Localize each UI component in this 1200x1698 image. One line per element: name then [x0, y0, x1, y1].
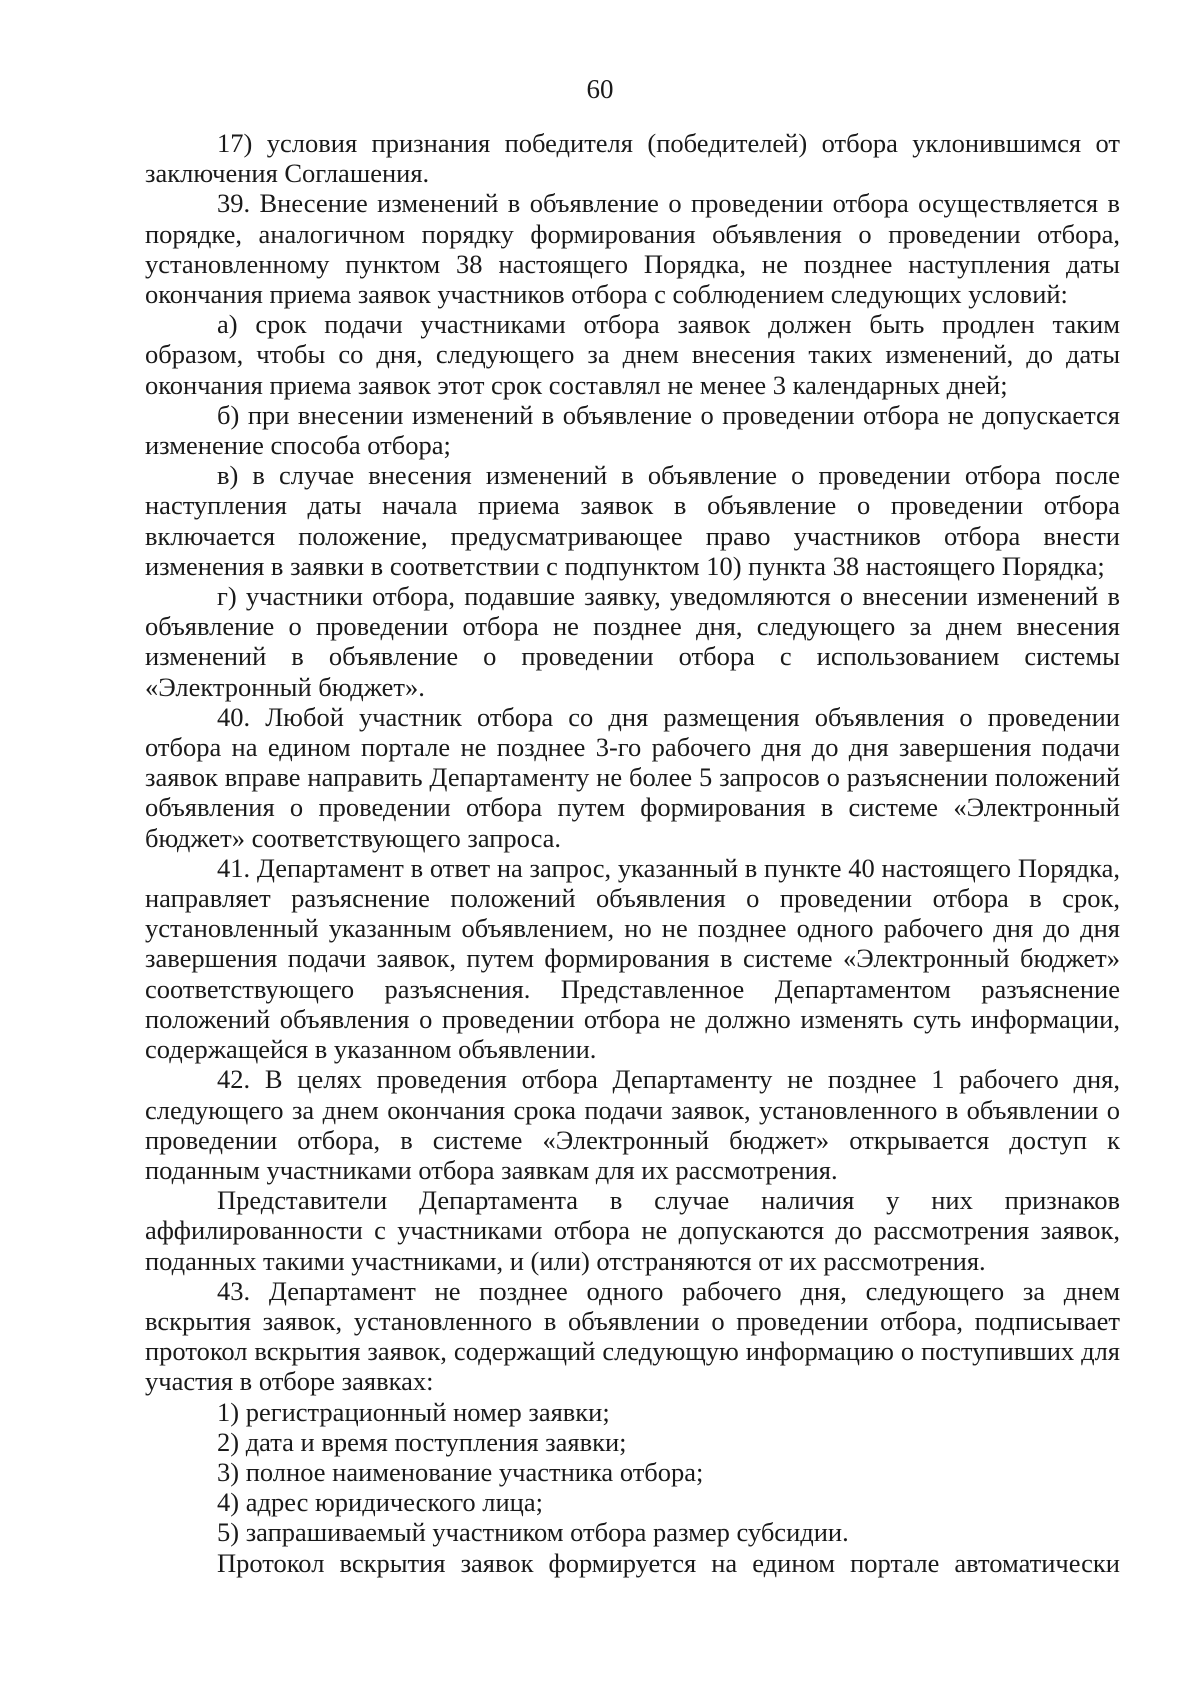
paragraph-39-b: б) при внесении изменений в объявление о проведении отбора не допускается изменение способа отбора; — [145, 399, 1120, 461]
page-number: 60 — [586, 74, 614, 104]
paragraph-41: 41. Департамент в ответ на запрос, указанный в пункте 40 настоящего Порядка, направляет разъяснение положений объявления о проведении отбора в срок, установленный указанным объявлением, но не позднее одного рабочего дня до дня завершения подачи заявок, путем формирования в системе «Электронный бюджет» соответствующего разъяснения. Представленное Департаментом разъяснение положений объявления о проведении отбора не должно изменять суть информации, содержащейся в указанном объявлении. — [145, 852, 1120, 1065]
list-item-1: 1) регистрационный номер заявки; — [217, 1396, 610, 1427]
paragraph-43: 43. Департамент не позднее одного рабочего дня, следующего за днем вскрытия заявок, установленного в объявлении о проведении отбора, подписывает протокол вскрытия заявок, содержащий следующую информацию о поступивших для участия в отборе заявках: — [145, 1275, 1120, 1397]
paragraph-item-17: 17) условия признания победителя (победителей) отбора уклонившимся от заключения Соглашения. — [145, 128, 1120, 189]
document-body — [145, 128, 1120, 1578]
paragraph-39-v: в) в случае внесения изменений в объявление о проведении отбора после наступления даты начала приема заявок в объявление о проведении отбора включается положение, предусматривающее право участников отбора внести изменения в заявки в соответствии с подпунктом 10) пункта 38 настоящего Порядка; — [145, 460, 1120, 581]
paragraph-39-a: а) срок подачи участниками отбора заявок должен быть продлен таким образом, чтобы со дня, следующего за днем внесения таких изменений, до даты окончания приема заявок этот срок составлял не менее 3 календарных дней; — [145, 309, 1120, 400]
list-item-5: 5) запрашиваемый участником отбора размер субсидии. — [217, 1517, 849, 1548]
list-item-3: 3) полное наименование участника отбора; — [217, 1456, 704, 1487]
paragraph-protocol: Протокол вскрытия заявок формируется на едином портале автоматически — [217, 1547, 1120, 1578]
list-item-2: 2) дата и время поступления заявки; — [217, 1426, 627, 1457]
paragraph-39-g: г) участники отбора, подавшие заявку, уведомляются о внесении изменений в объявление о проведении отбора не позднее дня, следующего за днем внесения изменений в объявление о проведении отбора с использованием системы «Электронный бюджет». — [145, 581, 1120, 702]
paragraph-39: 39. Внесение изменений в объявление о проведении отбора осуществляется в порядке, аналогичном порядку формирования объявления о проведении отбора, установленному пунктом 38 настоящего Порядка, не позднее наступления даты окончания приема заявок участников отбора с соблюдением следующих условий: — [145, 188, 1120, 310]
paragraph-42: 42. В целях проведения отбора Департаменту не позднее 1 рабочего дня, следующего за днем окончания срока подачи заявок, установленного в объявлении о проведении отбора, в системе «Электронный бюджет» открывается доступ к поданным участниками отбора заявкам для их рассмотрения. — [145, 1064, 1120, 1185]
list-item-4: 4) адрес юридического лица; — [217, 1487, 543, 1518]
paragraph-42-representatives: Представители Департамента в случае наличия у них признаков аффилированности с участниками отбора не допускаются до рассмотрения заявок, поданных такими участниками, и (или) отстраняются от их рассмотрения. — [145, 1185, 1120, 1276]
paragraph-40: 40. Любой участник отбора со дня размещения объявления о проведении отбора на едином портале не позднее 3-го рабочего дня до дня завершения подачи заявок вправе направить Департаменту не более 5 запросов о разъяснении положений объявления о проведении отбора путем формирования в системе «Электронный бюджет» соответствующего запроса. — [145, 701, 1120, 853]
